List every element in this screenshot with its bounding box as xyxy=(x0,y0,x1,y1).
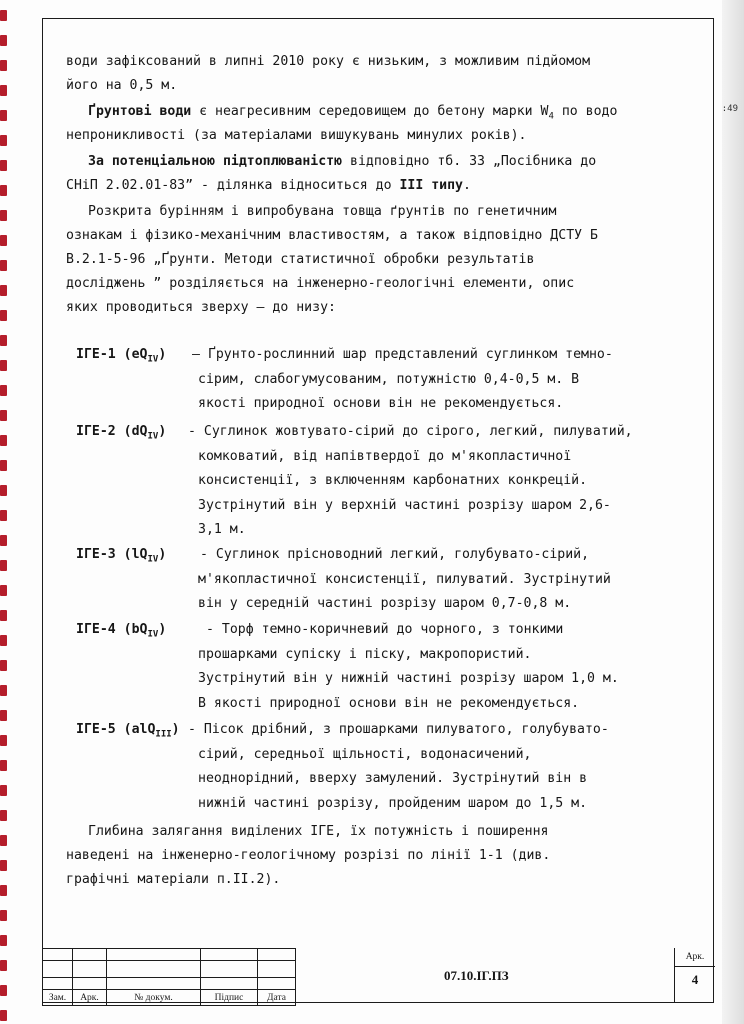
text-line xyxy=(88,104,617,125)
binding-mark xyxy=(0,560,7,571)
binding-strip xyxy=(0,0,8,1024)
col-label-date: Дата xyxy=(258,990,296,1006)
binding-mark xyxy=(0,485,7,496)
binding-mark xyxy=(0,285,7,296)
binding-mark xyxy=(0,910,7,921)
ige-label-subscript: IV xyxy=(147,554,159,565)
bold-term: III типу xyxy=(399,178,463,193)
ige-description-line: якості природної основи він не рекомендується. xyxy=(198,396,564,412)
subscript: 4 xyxy=(548,111,554,122)
binding-mark xyxy=(0,60,7,71)
binding-mark xyxy=(0,985,7,996)
text-line: його на 0,5 м. xyxy=(66,78,178,93)
binding-mark xyxy=(0,1010,7,1021)
col-label-ark: Арк. xyxy=(73,990,107,1006)
ige-description-line: - Суглинок прісноводний легкий, голубувато-сірий, xyxy=(200,547,590,562)
ige-description-line: сірий, середньої щільності, водонасичений, xyxy=(198,746,532,762)
text-line: яких проводиться зверху – до низу: xyxy=(66,300,336,315)
binding-mark xyxy=(0,10,7,21)
text-line: досліджень ” розділяється на інженерно-геологічні елементи, опис xyxy=(66,276,575,291)
ige-label-text: ІГЕ-3 (lQ xyxy=(76,547,148,562)
ige-label-close: ) xyxy=(158,347,167,362)
ige-description-line: – Ґрунто-рослинний шар представлений суглинком темно- xyxy=(192,347,613,362)
ige-description-line: - Суглинок жовтувато-сірий до сірого, легкий, пилуватий, xyxy=(188,424,633,439)
ige-description-line: - Пісок дрібний, з прошарками пилуватого, голубувато- xyxy=(188,722,609,737)
binding-mark xyxy=(0,335,7,346)
ige-label-text: ІГЕ-4 (bQ xyxy=(76,622,148,637)
text-span: . xyxy=(463,178,471,193)
binding-mark xyxy=(0,960,7,971)
binding-mark xyxy=(0,785,7,796)
binding-mark xyxy=(0,610,7,621)
binding-mark xyxy=(0,210,7,221)
ige-description-line: м'якопластичної консистенції, пилуватий. Зустрінутий xyxy=(198,571,611,587)
ige-label-close: ) xyxy=(158,622,167,637)
binding-mark xyxy=(0,935,7,946)
text-line: непроникливості (за матеріалами вишукувань минулих років). xyxy=(66,128,527,143)
text-line: В.2.1-5-96 „Ґрунти. Методи статистичної обробки результатів xyxy=(66,252,535,267)
text-span: СНіП 2.02.01-83” - ділянка відноситься до xyxy=(66,178,400,193)
binding-mark xyxy=(0,435,7,446)
ige-label xyxy=(76,424,166,442)
binding-mark xyxy=(0,35,7,46)
ige-label-text: ІГЕ-1 (eQ xyxy=(76,347,148,362)
ige-description-line: Зустрінутий він у нижній частині розрізу шаром 1,0 м. xyxy=(198,671,619,687)
binding-mark xyxy=(0,685,7,696)
binding-mark xyxy=(0,360,7,371)
binding-mark xyxy=(0,835,7,846)
page-edge-shadow xyxy=(722,0,744,1024)
binding-mark xyxy=(0,510,7,521)
text-span: по водо xyxy=(553,104,618,119)
ige-description-line: - Торф темно-коричневий до чорного, з тонкими xyxy=(206,622,564,637)
ige-description-line: неоднорідний, вверху замулений. Зустрінутий він в xyxy=(198,771,588,787)
text-line xyxy=(88,154,596,170)
text-line: графічні матеріали п.II.2). xyxy=(66,872,281,887)
title-box xyxy=(295,948,715,1003)
ige-label-close: ) xyxy=(171,722,180,737)
ige-description-line: комковатий, від напівтвердої до м'якопластичної xyxy=(198,448,572,464)
ige-description-line: В якості природної основи він не рекомендується. xyxy=(198,695,580,711)
ige-label xyxy=(76,347,166,365)
binding-mark xyxy=(0,585,7,596)
ige-description-line: Зустрінутий він у верхній частині розрізу шаром 2,6- xyxy=(198,497,611,513)
binding-mark xyxy=(0,310,7,321)
revision-table xyxy=(42,948,296,1006)
sheet-label: Арк. xyxy=(675,948,715,967)
binding-mark xyxy=(0,410,7,421)
binding-mark xyxy=(0,235,7,246)
ige-description-line: сірим, слабогумусованим, потужністю 0,4-0,5 м. В xyxy=(198,371,580,387)
col-label-doc: № докум. xyxy=(107,990,201,1006)
sheet-number: 4 xyxy=(691,972,699,987)
edge-fragment: :49 xyxy=(721,104,738,114)
binding-mark xyxy=(0,735,7,746)
binding-mark xyxy=(0,760,7,771)
binding-mark xyxy=(0,810,7,821)
bold-term: Ґрунтові води xyxy=(88,104,192,119)
ige-label xyxy=(76,722,180,740)
col-label-zam: Зам. xyxy=(43,990,73,1006)
ige-label-subscript: IV xyxy=(147,431,159,442)
ige-label-subscript: IV xyxy=(147,629,159,640)
binding-mark xyxy=(0,535,7,546)
ige-label-text: ІГЕ-5 (alQ xyxy=(76,722,156,737)
binding-mark xyxy=(0,710,7,721)
document-code: 07.10.ІГ.ПЗ xyxy=(444,968,509,983)
text-span: є неагресивним середовищем до бетону марки W xyxy=(191,104,549,119)
title-block xyxy=(42,948,714,1003)
ige-description-line: прошарками супіску і піску, макропористий. xyxy=(198,646,532,662)
text-span: відповідно тб. 33 „Посібника до xyxy=(342,154,597,169)
binding-mark xyxy=(0,110,7,121)
ige-description-line: консистенції, з включенням карбонатних конкрецій. xyxy=(198,473,588,489)
ige-description-line: він у середній частині розрізу шаром 0,7-0,8 м. xyxy=(198,596,572,612)
text-line: наведені на інженерно-геологічному розрізі по лінії 1-1 (див. xyxy=(66,848,551,863)
binding-mark xyxy=(0,160,7,171)
binding-mark xyxy=(0,85,7,96)
text-line: Глибина залягання виділених ІГЕ, їх потужність і поширення xyxy=(88,824,549,839)
binding-mark xyxy=(0,660,7,671)
text-line: води зафіксований в липні 2010 року є низьким, з можливим підйомом xyxy=(66,54,591,69)
ige-label-subscript: III xyxy=(155,729,172,740)
binding-mark xyxy=(0,860,7,871)
ige-label-subscript: IV xyxy=(147,354,159,365)
ige-description-line: 3,1 м. xyxy=(198,522,246,538)
col-label-signature: Підпис xyxy=(201,990,258,1006)
binding-mark xyxy=(0,385,7,396)
binding-mark xyxy=(0,135,7,146)
ige-label xyxy=(76,547,166,565)
binding-mark xyxy=(0,885,7,896)
ige-label-close: ) xyxy=(158,424,167,439)
ige-label-text: ІГЕ-2 (dQ xyxy=(76,424,148,439)
text-line xyxy=(66,178,471,194)
text-line: Розкрита бурінням і випробувана товща ґрунтів по генетичним xyxy=(88,204,557,219)
binding-mark xyxy=(0,260,7,271)
ige-label xyxy=(76,622,166,640)
bold-term: За потенціальною підтоплюваністю xyxy=(88,154,343,169)
ige-description-line: нижній частині розрізу, пройденим шаром до 1,5 м. xyxy=(198,795,588,811)
binding-mark xyxy=(0,460,7,471)
text-line: ознакам і фізико-механічним властивостям, а також відповідно ДСТУ Б xyxy=(66,228,598,243)
sheet-box xyxy=(674,948,715,1003)
ige-label-close: ) xyxy=(158,547,167,562)
binding-mark xyxy=(0,635,7,646)
binding-mark xyxy=(0,185,7,196)
